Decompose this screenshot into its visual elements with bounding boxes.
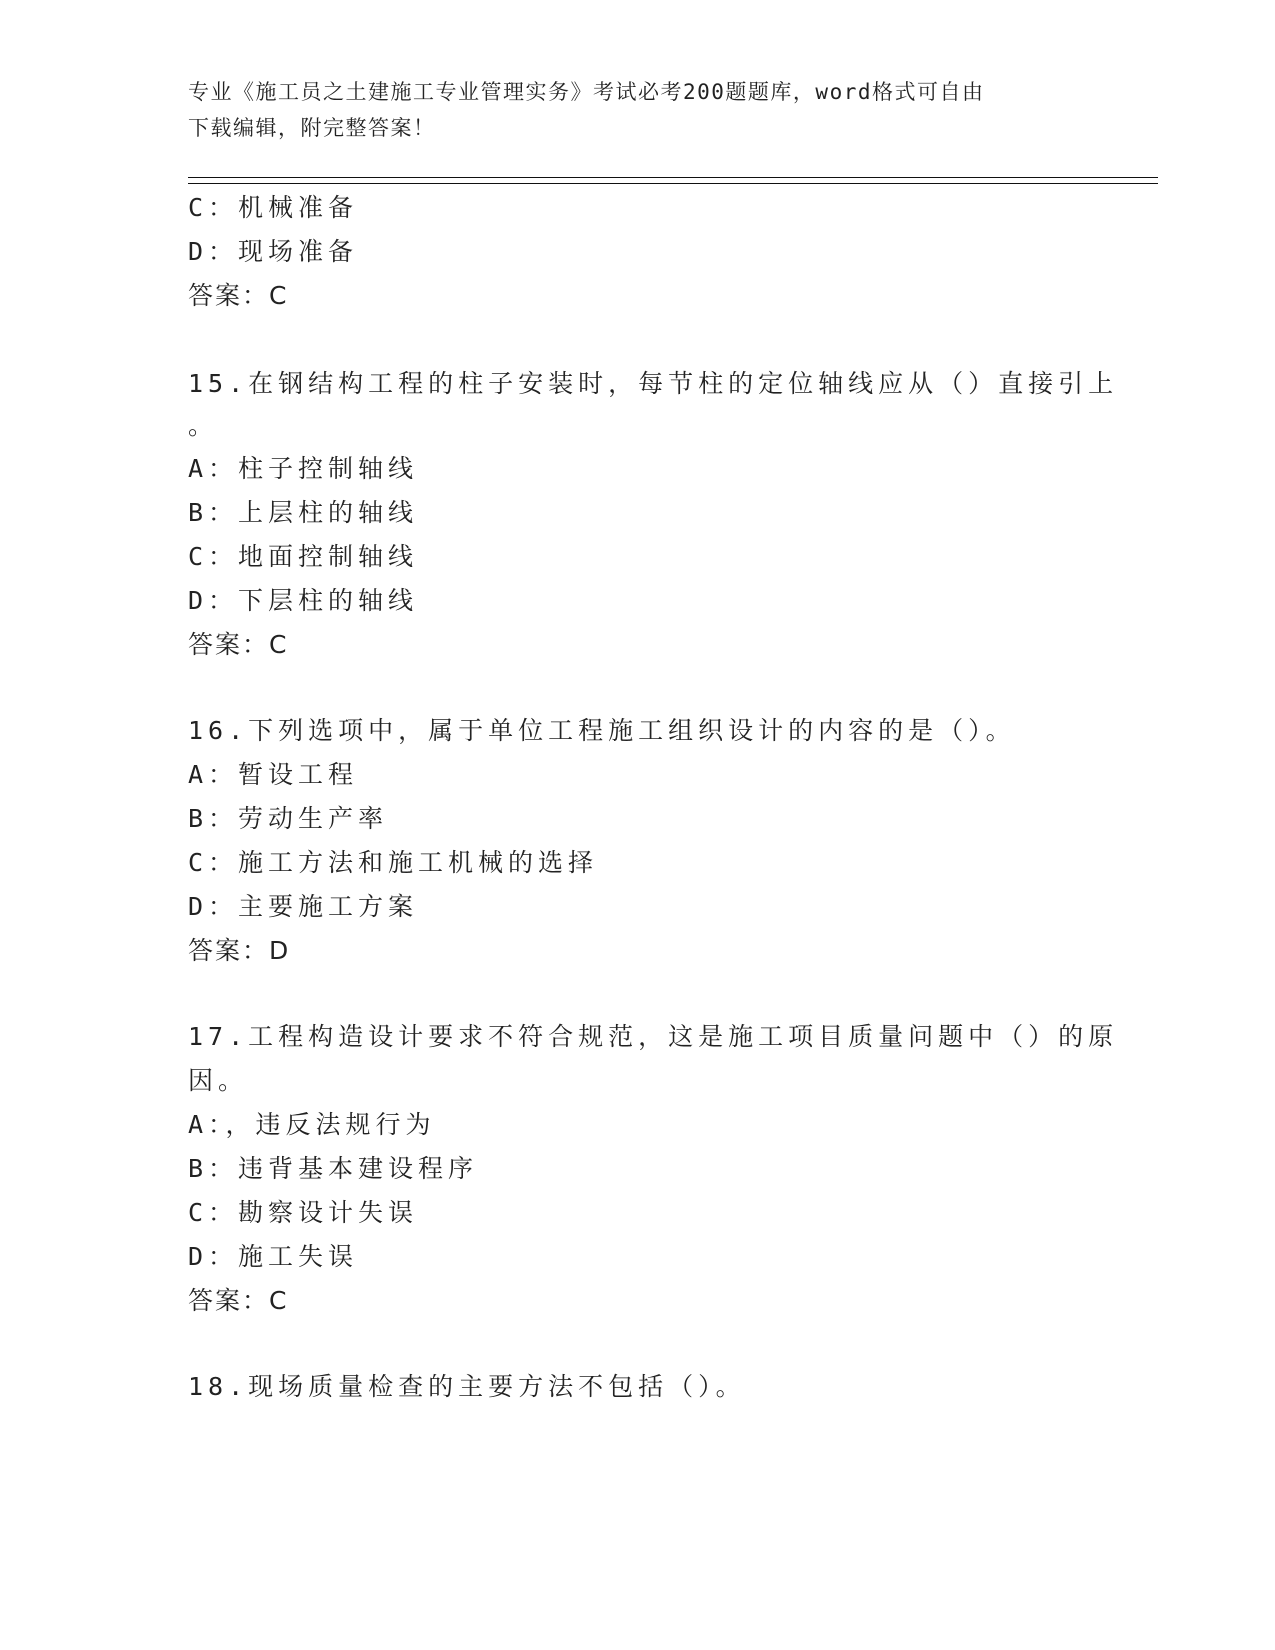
- q17-option-d: D：施工失误: [188, 1242, 359, 1271]
- q15-option-a: A：柱子控制轴线: [188, 454, 419, 483]
- document-header: [188, 74, 1088, 146]
- q15-option-c: C：地面控制轴线: [188, 542, 419, 571]
- q17-stem-line-2: 因。: [188, 1066, 249, 1095]
- q16-option-b: B：劳动生产率: [188, 804, 389, 833]
- header-line-2: 下载编辑，附完整答案！: [188, 116, 436, 140]
- q17-option-b: B：违背基本建设程序: [188, 1154, 479, 1183]
- q14-answer: 答案：C: [188, 281, 289, 310]
- q14-option-c: C：机械准备: [188, 193, 359, 222]
- q14-option-d: D：现场准备: [188, 237, 359, 266]
- q16-option-a: A：暂设工程: [188, 760, 359, 789]
- q15-option-d: D：下层柱的轴线: [188, 586, 419, 615]
- header-divider-top: [188, 177, 1158, 178]
- header-divider-bottom: [188, 183, 1158, 184]
- q17-option-a: A：，违反法规行为: [188, 1110, 436, 1139]
- q18-stem-line-1: 18.现场质量检查的主要方法不包括（）。: [188, 1372, 746, 1401]
- q15-option-b: B：上层柱的轴线: [188, 498, 419, 527]
- q15-stem-line-2: 。: [188, 411, 219, 440]
- q17-stem-line-1: 17.工程构造设计要求不符合规范，这是施工项目质量问题中（）的原: [188, 1022, 1119, 1051]
- q15-stem-line-1: 15.在钢结构工程的柱子安装时，每节柱的定位轴线应从（）直接引上: [188, 369, 1119, 398]
- header-line-1: 专业《施工员之土建施工专业管理实务》考试必考200题题库，word格式可自由: [188, 80, 985, 104]
- q16-option-d: D：主要施工方案: [188, 892, 419, 921]
- q17-option-c: C：勘察设计失误: [188, 1198, 419, 1227]
- q17-answer: 答案：C: [188, 1286, 289, 1315]
- q15-answer: 答案：C: [188, 630, 289, 659]
- q16-answer: 答案：D: [188, 936, 291, 965]
- q16-stem-line-1: 16.下列选项中，属于单位工程施工组织设计的内容的是（）。: [188, 716, 1016, 745]
- q16-option-c: C：施工方法和施工机械的选择: [188, 848, 599, 877]
